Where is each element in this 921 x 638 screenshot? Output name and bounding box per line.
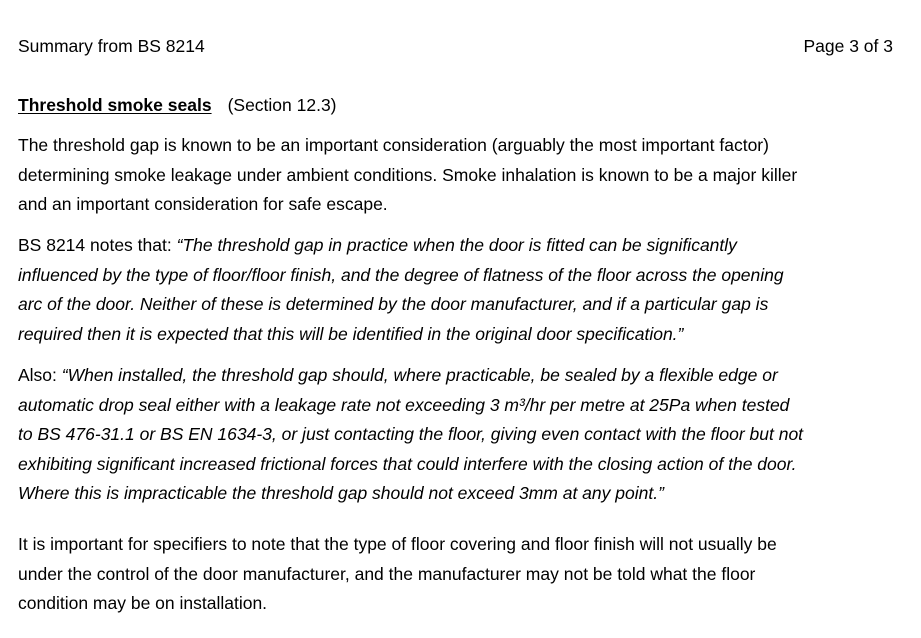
paragraph-line bbox=[18, 361, 898, 391]
quote-line: influenced by the type of floor/floor finish, and the degree of flatness of the floor across the opening bbox=[18, 264, 784, 285]
paragraph-threshold-gap bbox=[18, 131, 898, 220]
paragraph-intro: Also: bbox=[18, 365, 62, 385]
paragraph-line: It is important for specifiers to note that the type of floor covering and floor finish will not usually be bbox=[18, 534, 777, 554]
quote-line: arc of the door. Neither of these is determined by the door manufacturer, and if a particular gap is bbox=[18, 294, 769, 314]
header-page-number: Page 3 of 3 bbox=[803, 36, 893, 56]
paragraph-bs8214-notes bbox=[18, 231, 898, 349]
header-document-title: Summary from BS 8214 bbox=[18, 36, 205, 56]
quote-line: required then it is expected that this will be identified in the original door specification.” bbox=[18, 323, 684, 344]
quote-line: automatic drop seal either with a leakage rate not exceeding 3 m³/hr per metre at 25Pa when tested bbox=[18, 394, 790, 415]
paragraph-intro: BS 8214 notes that: bbox=[18, 235, 177, 255]
section-heading bbox=[18, 93, 337, 117]
section-reference: (Section 12.3) bbox=[227, 95, 337, 115]
quote-line: to BS 476-31.1 or BS EN 1634-3, or just contacting the floor, giving even contact with the floor but not bbox=[18, 424, 804, 444]
paragraph-line: under the control of the door manufacturer, and the manufacturer may not be told what the floor bbox=[18, 563, 756, 584]
paragraph-line: The threshold gap is known to be an important consideration (arguably the most important factor) bbox=[18, 135, 769, 155]
section-heading-title: Threshold smoke seals bbox=[18, 95, 212, 115]
paragraph-line: determining smoke leakage under ambient conditions. Smoke inhalation is known to be a major killer bbox=[18, 164, 798, 185]
paragraph-line bbox=[18, 231, 898, 261]
document-page bbox=[18, 0, 898, 638]
quote-line: exhibiting significant increased frictional forces that could interfere with the closing action of the door. bbox=[18, 453, 797, 474]
quote-text: “The threshold gap in practice when the door is fitted can be significantly bbox=[176, 235, 737, 255]
page-header bbox=[18, 34, 893, 58]
quote-text: “When installed, the threshold gap should, where practicable, be sealed by a flexible edge or bbox=[61, 365, 778, 385]
paragraph-line: condition may be on installation. bbox=[18, 593, 268, 613]
quote-line: Where this is impracticable the threshold gap should not exceed 3mm at any point.” bbox=[18, 483, 664, 503]
paragraph-specifiers-note bbox=[18, 530, 898, 619]
paragraph-installation-quote bbox=[18, 361, 898, 509]
paragraph-line: and an important consideration for safe escape. bbox=[18, 194, 388, 214]
